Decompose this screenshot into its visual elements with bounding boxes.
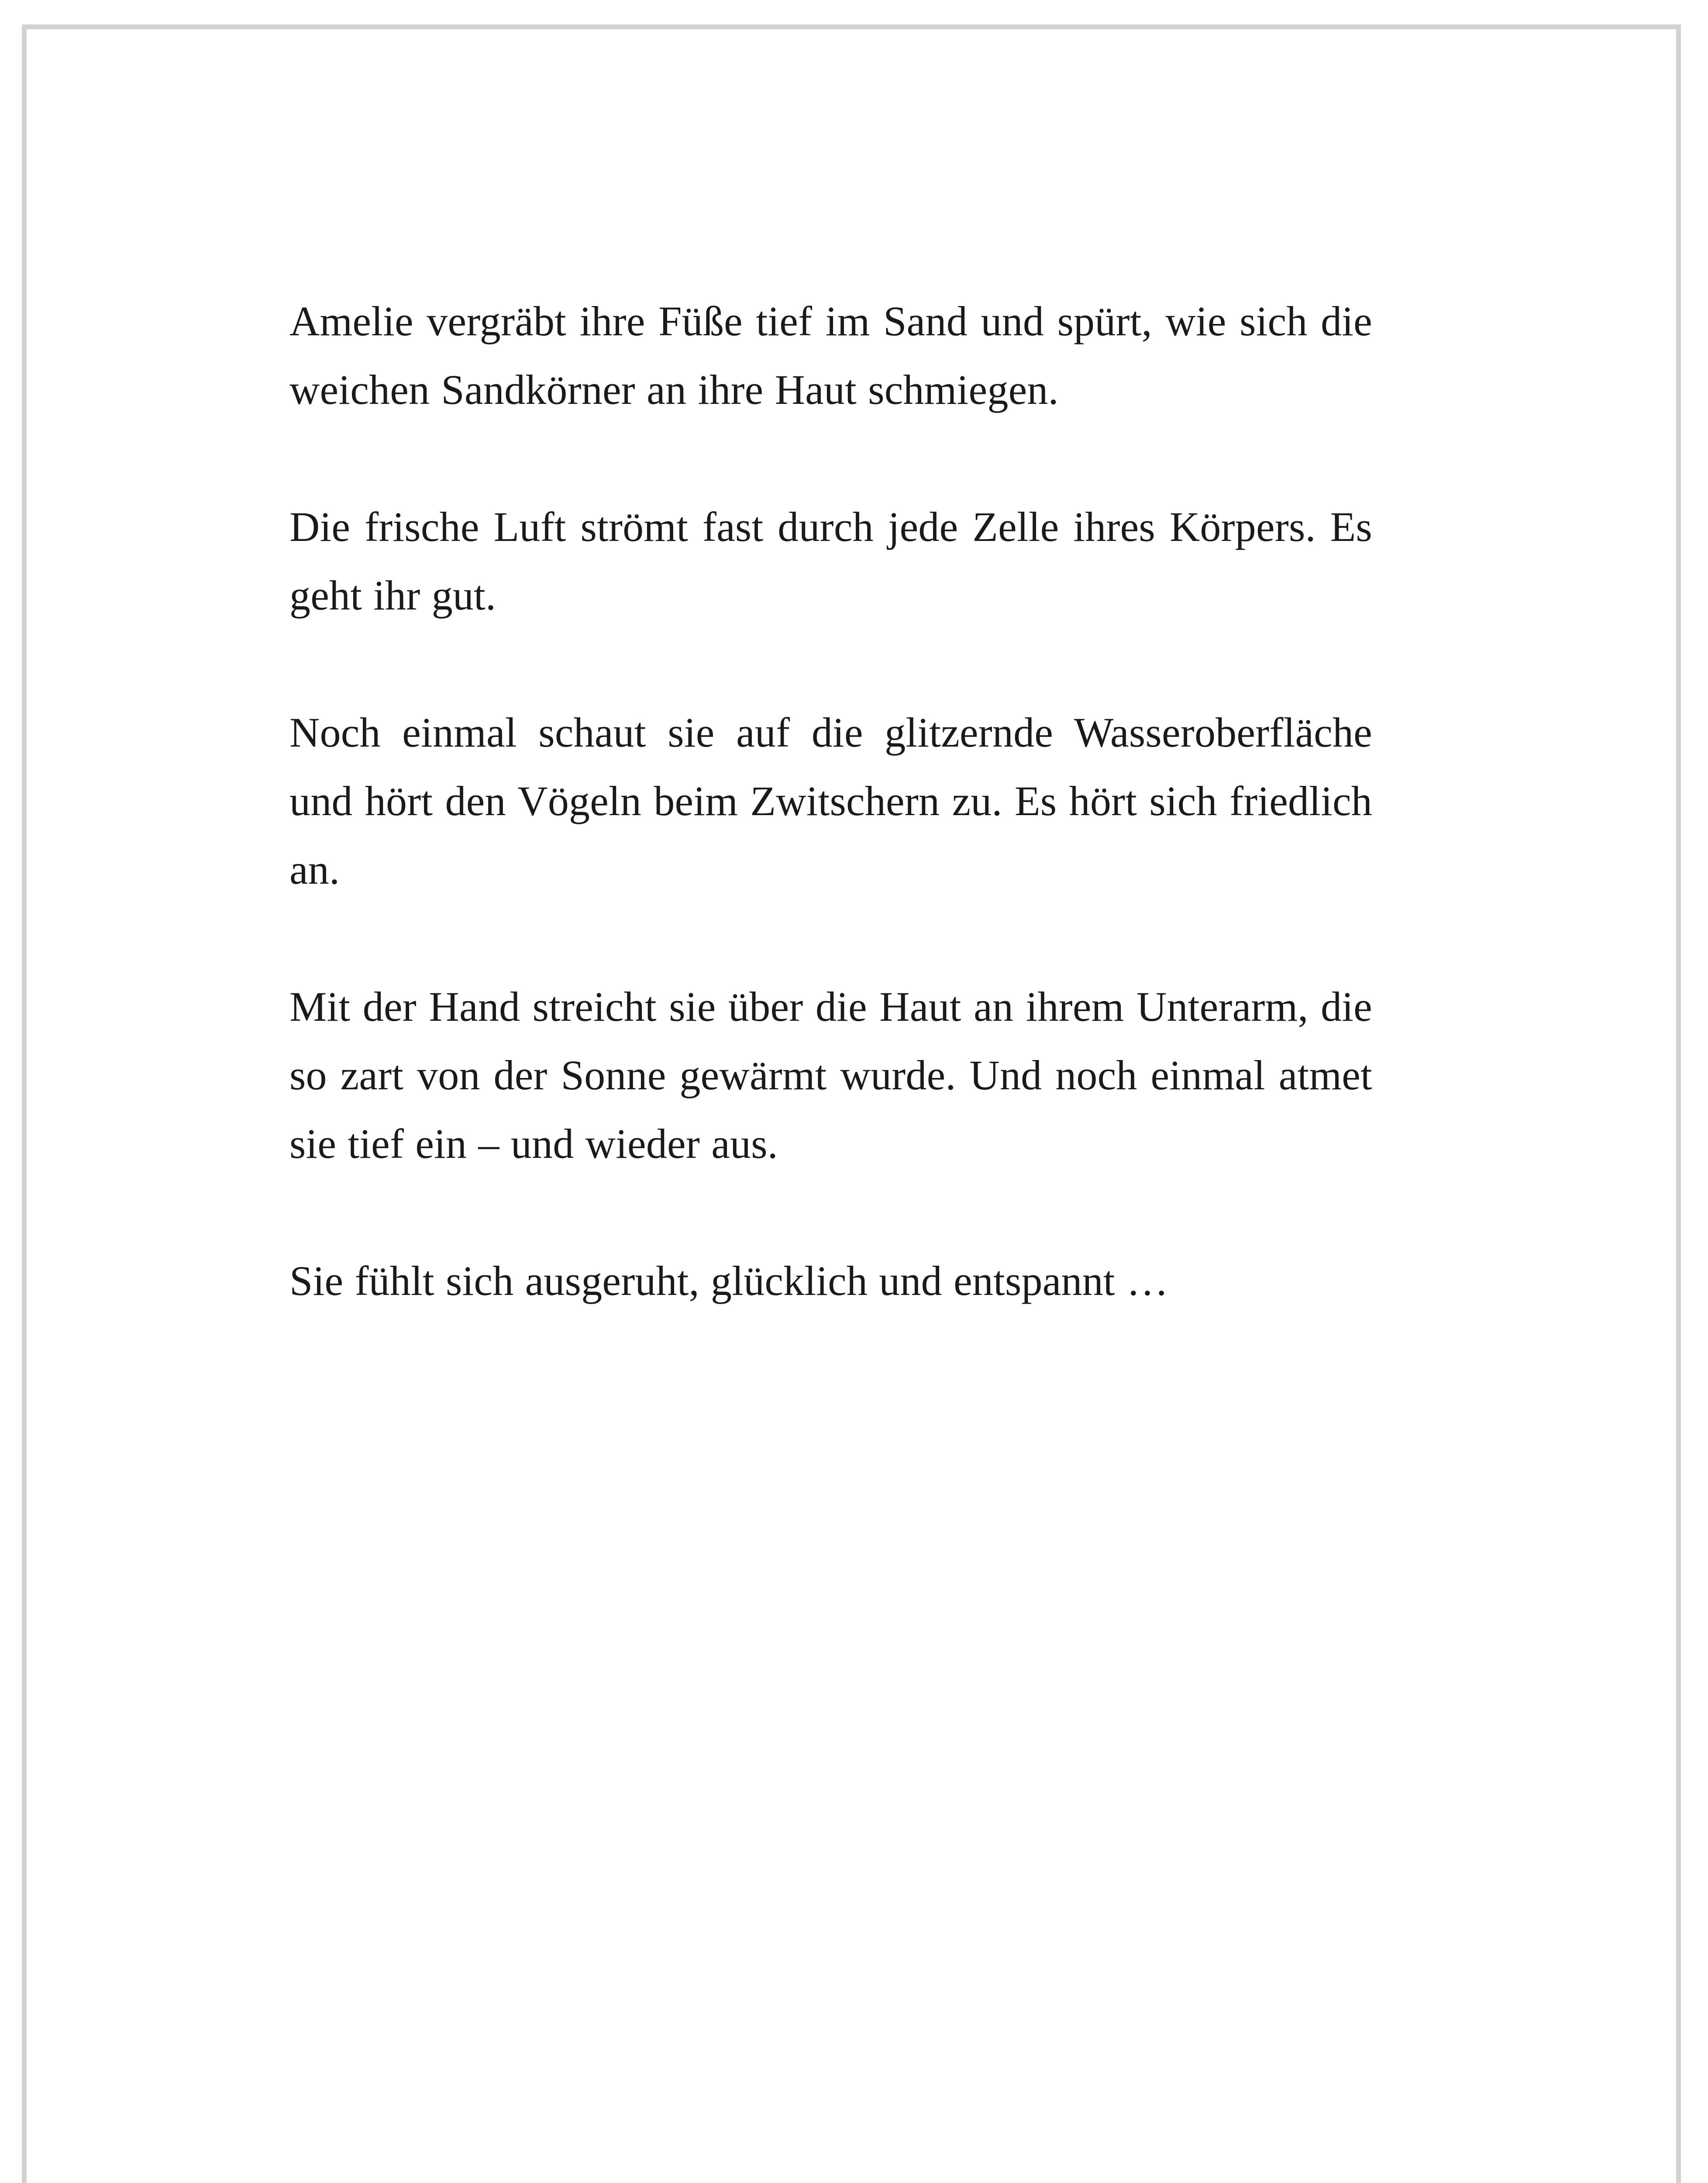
paragraph-3: Noch einmal schaut sie auf die glitzernde Wasseroberfläche und hört den Vögeln beim Zwitschern zu. Es hört sich friedlich an. bbox=[289, 709, 1372, 893]
paragraph-1: Amelie vergräbt ihre Füße tief im Sand und spürt, wie sich die weichen Sandkörner an ihre Haut schmiegen. bbox=[289, 298, 1372, 413]
page-frame bbox=[22, 24, 1681, 2183]
paragraph-2: Die frische Luft strömt fast durch jede Zelle ihres Körpers. Es geht ihr gut. bbox=[289, 503, 1372, 619]
paragraph-5: Sie fühlt sich ausgeruht, glücklich und entspannt … bbox=[289, 1257, 1169, 1304]
paragraph-4: Mit der Hand streicht sie über die Haut an ihrem Unterarm, die so zart von der Sonne gewärmt wurde. Und noch einmal atmet sie tief ein – und wieder aus. bbox=[289, 983, 1372, 1167]
body-text bbox=[289, 287, 1372, 1384]
